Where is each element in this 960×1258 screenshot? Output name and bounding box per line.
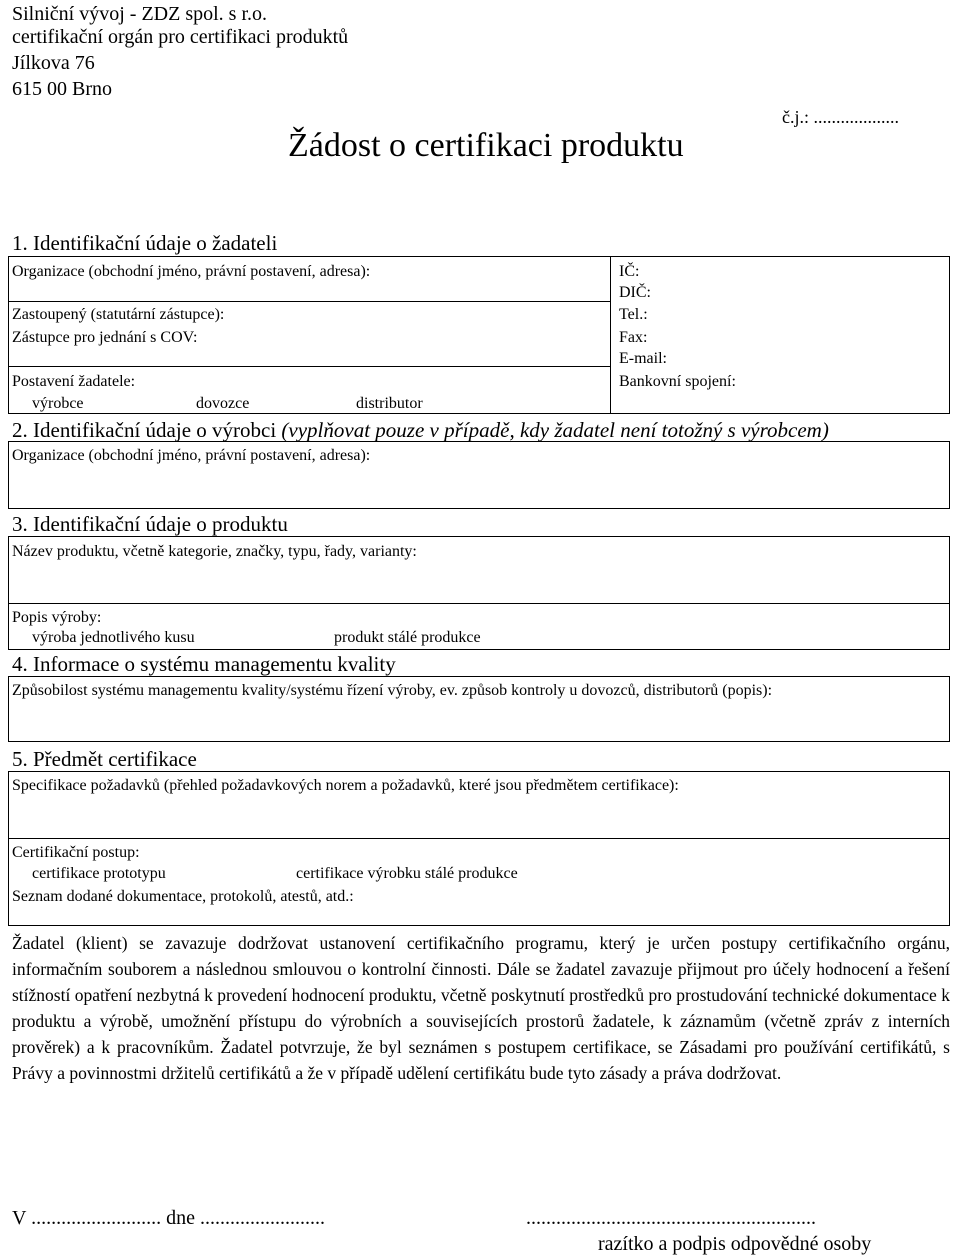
spec-label: Specifikace požadavků (přehled požadavkových norem a požadavků, které jsou předmětem certifikace): <box>12 777 679 794</box>
section1-heading: 1. Identifikační údaje o žadateli <box>12 231 278 255</box>
section4-heading: 4. Informace o systému managementu kvality <box>12 652 396 676</box>
email-label: E-mail: <box>619 350 667 367</box>
reference-number: č.j.: ................... <box>782 107 899 127</box>
option-series-certification[interactable]: certifikace výrobku stálé produkce <box>296 865 518 882</box>
statutory-label: Zastoupený (statutární zástupce): <box>12 306 225 323</box>
fax-label: Fax: <box>619 329 648 346</box>
org-role: certifikační orgán pro certifikaci produktů <box>12 26 349 48</box>
dic-label: DIČ: <box>619 284 651 301</box>
procedure-label: Certifikační postup: <box>12 844 140 861</box>
applicant-org-label: Organizace (obchodní jméno, právní postavení, adresa): <box>12 263 371 280</box>
section1-row-line-1 <box>8 301 610 302</box>
tel-label: Tel.: <box>619 306 648 323</box>
section1-divider <box>610 256 611 414</box>
section2-heading-note: (vyplňovat pouze v případě, kdy žadatel není totožný s výrobcem) <box>281 418 829 442</box>
manufacturer-org-label: Organizace (obchodní jméno, právní postavení, adresa): <box>12 447 371 464</box>
org-name: Silniční vývoj - ZDZ spol. s r.o. <box>12 3 267 25</box>
product-name-label: Název produktu, včetně kategorie, značky, typu, řady, varianty: <box>12 543 417 560</box>
declaration-text: Žadatel (klient) se zavazuje dodržovat ustanovení certifikačního programu, který je určen postupy certifikačního orgánu, informačním souborem a následnou smlouvou o kontrolní činnosti. Dále se žadatel zavazuje přijmout pro účely hodnocení a řešení stížností opatření nezbytná k provedení hodnocení produktu, včetně poskytnutí prostředků pro prostudování technické dokumentace k produktu a výrobě, umožnění přístupu do výrobních a souvisejících prostorů žadatele, k záznamům (včetně zpráv z interních prověrek) a k pracovníkům. Žadatel potvrzuje, že byl seznámen s postupem certifikace, se Zásadami pro používání certifikátů, s Právy a povinnostmi držitelů certifikátů a že v případě udělení certifikátu bude tyto zásady a práva dodržovat. <box>12 933 950 1083</box>
cov-rep-label: Zástupce pro jednání s COV: <box>12 329 198 346</box>
option-manufacturer[interactable]: výrobce <box>32 395 84 412</box>
option-single-piece[interactable]: výroba jednotlivého kusu <box>32 629 195 646</box>
position-label: Postavení žadatele: <box>12 373 136 390</box>
option-prototype[interactable]: certifikace prototypu <box>32 865 166 882</box>
ic-label: IČ: <box>619 263 640 280</box>
option-series-production[interactable]: produkt stálé produkce <box>334 629 481 646</box>
section2-heading-main: 2. Identifikační údaje o výrobci <box>12 418 282 442</box>
signature-caption: razítko a podpis odpovědné osoby <box>598 1233 872 1255</box>
section3-row-line <box>8 603 950 604</box>
option-importer[interactable]: dovozce <box>196 395 250 412</box>
docs-label: Seznam dodané dokumentace, protokolů, atestů, atd.: <box>12 888 354 905</box>
place-date-line[interactable]: V .......................... dne ......................... <box>12 1207 325 1229</box>
section3-heading: 3. Identifikační údaje o produktu <box>12 512 288 536</box>
section1-row-line-2 <box>8 366 610 367</box>
bank-label: Bankovní spojení: <box>619 373 736 390</box>
page-title: Žádost o certifikaci produktu <box>288 127 684 164</box>
org-street: Jílkova 76 <box>12 52 95 74</box>
section5-row-line <box>8 838 950 839</box>
signature-line[interactable]: .......................................................... <box>526 1207 816 1229</box>
section5-heading: 5. Předmět certifikace <box>12 747 197 771</box>
org-city: 615 00 Brno <box>12 78 112 100</box>
qms-capability-label: Způsobilost systému managementu kvality/systému řízení výroby, ev. způsob kontroly u dovozců, distributorů (popis): <box>12 682 773 699</box>
section2-heading <box>12 418 829 442</box>
option-distributor[interactable]: distributor <box>356 395 423 412</box>
production-label: Popis výroby: <box>12 609 102 626</box>
